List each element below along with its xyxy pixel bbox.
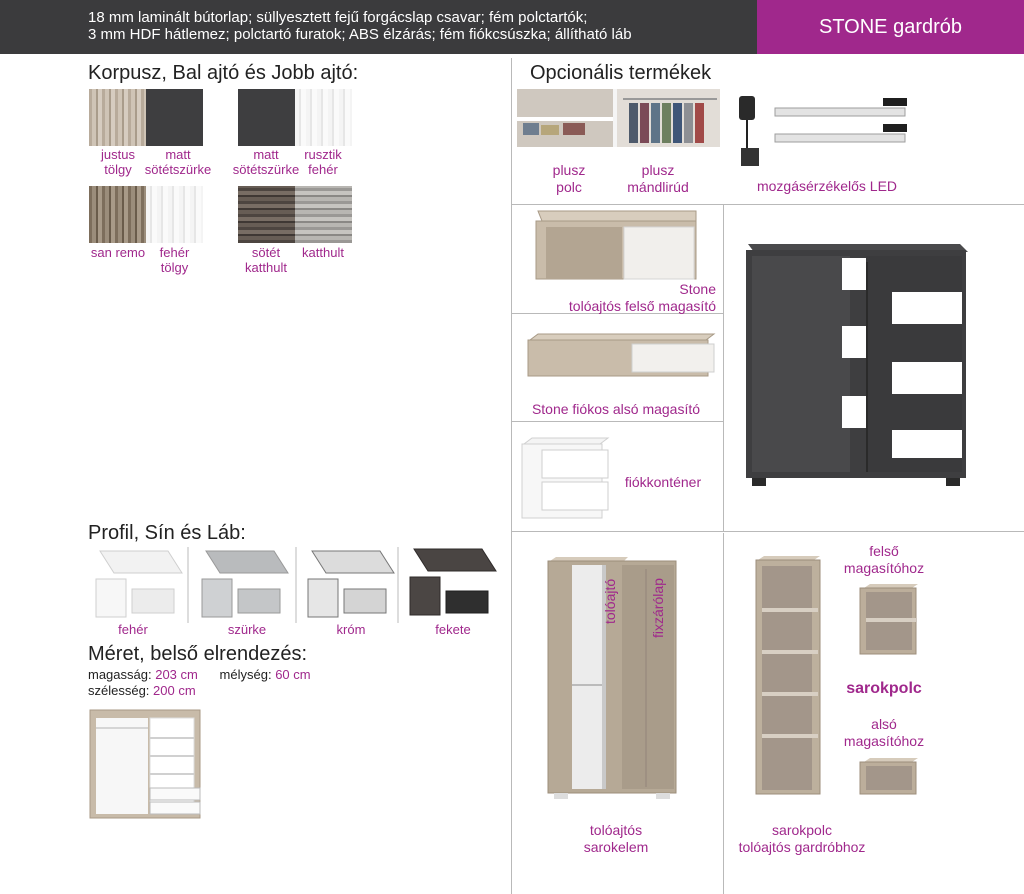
meret-heading: Méret, belső elrendezés: — [88, 643, 308, 665]
swatch-label-rusztik: rusztik fehér — [304, 147, 342, 177]
corner-shelf-image — [754, 554, 826, 798]
upper-extension-image — [528, 207, 698, 285]
profile-chrome-image — [308, 551, 394, 617]
swatch-rusztik-feher[interactable] — [295, 89, 352, 146]
caption-corner-element: tolóajtós sarokelem — [583, 822, 649, 855]
caption-drawer-container: fiókkonténer — [624, 474, 702, 490]
upper-corner-shelf-image — [856, 582, 920, 656]
swatch-matt-sotetszurke[interactable] — [146, 89, 203, 146]
profil-heading: Profil, Sín és Láb: — [88, 522, 246, 544]
divider-right-1 — [723, 205, 724, 531]
swatch-label-katthult: katthult — [302, 245, 344, 260]
optional-heading: Opcionális termékek — [530, 62, 712, 84]
swatch-feher-tolgy[interactable] — [146, 186, 203, 243]
caption-corner-shelf: sarokpolc tolóajtós gardróbhoz — [738, 822, 866, 855]
caption-upper-extension: Stone tolóajtós felső magasító — [568, 281, 716, 314]
corner-shelf-title: sarokpolc — [846, 680, 922, 697]
swatch-label-san-remo: san remo — [90, 245, 146, 260]
drawer-container-image — [520, 436, 612, 520]
swatch-justus-tolgy[interactable] — [89, 89, 146, 146]
caption-lower-extension: Stone fiókos alsó magasító — [531, 401, 701, 417]
dimension-row-2 — [88, 683, 196, 699]
caption-upper-corner: felső magasítóhoz — [843, 543, 925, 576]
height-value: 203 cm — [155, 667, 198, 682]
swatch-san-remo[interactable] — [89, 186, 146, 243]
width-label: szélesség: — [88, 683, 150, 698]
led-image — [733, 90, 923, 172]
lower-extension-image — [526, 330, 718, 380]
depth-label: mélység: — [219, 667, 272, 682]
product-title: STONE gardrób — [757, 0, 1024, 54]
spec-bar — [0, 0, 757, 54]
spec-line-2: 3 mm HDF hátlemez; polctartó furatok; ABS élzárás; fém fiókcsúszka; állítható láb — [88, 26, 632, 43]
profile-black-image — [410, 549, 496, 615]
swatch-matt-sotetszurke-2[interactable] — [238, 89, 295, 146]
caption-plus-shelf: plusz polc — [552, 162, 586, 195]
korpusz-heading: Korpusz, Bal ajtó és Jobb ajtó: — [88, 62, 359, 84]
swatch-label-matt: matt sötétszürke — [144, 147, 212, 177]
divider-h1 — [511, 204, 1024, 205]
dimension-row-1 — [88, 667, 311, 683]
height-label: magasság: — [88, 667, 152, 682]
swatch-label-matt-2: matt sötétszürke — [232, 147, 300, 177]
spec-line-1: 18 mm laminált bútorlap; süllyesztett fejű forgácslap csavar; fém polctartók; — [88, 9, 588, 26]
label-sliding-door: tolóajtó — [602, 578, 618, 624]
label-fixed-panel: fixzárólap — [650, 578, 666, 638]
swatch-label-feher-tolgy: fehér tölgy — [159, 245, 190, 275]
swatch-label-justus: justus tölgy — [101, 147, 135, 177]
lower-corner-shelf-image — [856, 756, 920, 796]
profile-images — [88, 545, 498, 623]
profile-grey-image — [202, 551, 288, 617]
profile-label-black: fekete — [435, 622, 471, 637]
caption-led: mozgásérzékelős LED — [756, 178, 898, 194]
divider-h4 — [511, 531, 1024, 532]
swatch-label-sotet-katthult: sötét katthult — [245, 245, 287, 275]
profile-label-white: fehér — [118, 622, 148, 637]
width-value: 200 cm — [153, 683, 196, 698]
profile-white-image — [96, 551, 182, 617]
divider-h3 — [511, 421, 723, 422]
swatch-katthult[interactable] — [295, 186, 352, 243]
swatch-sotet-katthult[interactable] — [238, 186, 295, 243]
caption-plus-rail: plusz mándlirúd — [627, 162, 689, 195]
divider-main — [511, 58, 512, 894]
profile-label-grey: szürke — [227, 622, 267, 637]
depth-value: 60 cm — [275, 667, 311, 682]
internal-layout-image — [88, 708, 204, 822]
caption-lower-corner: alsó magasítóhoz — [843, 716, 925, 749]
wardrobe-image — [740, 238, 972, 488]
profile-label-chrome: króm — [336, 622, 366, 637]
shelf-rail-image — [517, 89, 720, 147]
